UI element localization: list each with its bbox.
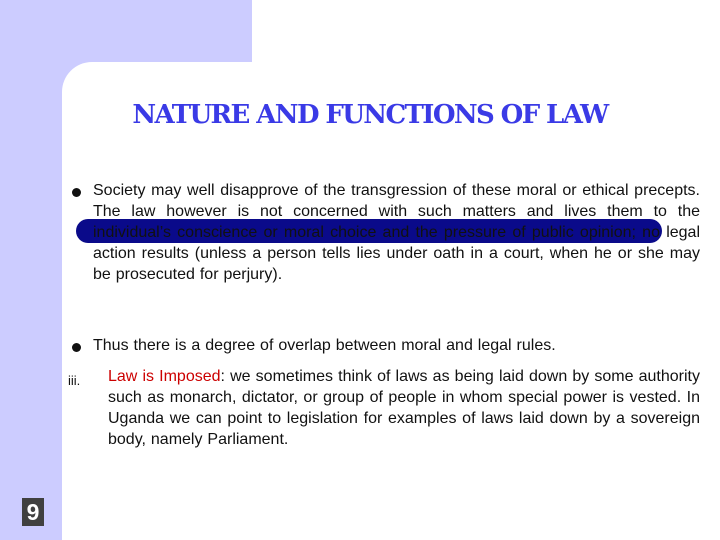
list-item-3-marker: iii. [68, 373, 81, 388]
page-title: NATURE AND FUNCTIONS OF LAW [132, 100, 608, 130]
bullet-icon [72, 343, 81, 352]
list-item-3-body: : we sometimes think of laws as being laid down by some authority such as monarch, dictator, or group of people in whom special power is vested. In Uganda we can point to legislation for examples of laws laid down by a sovereign body, namely Parliament. [108, 368, 700, 448]
list-item-3-emphasis: Law is Imposed [108, 368, 221, 385]
list-item-1-text: Society may well disapprove of the transgression of these moral or ethical precepts. The law however is not concerned with such matters and lives them to the individual’s conscience or moral choice and the pressure of public opinion; no legal action results (unless a person tells lies under oath in a court, when he or she may be prosecuted for perjury). [93, 182, 700, 283]
bullet-icon [72, 188, 81, 197]
list-item-2-text: Thus there is a degree of overlap between moral and legal rules. [93, 337, 556, 354]
page-number: 9 [22, 498, 44, 526]
list-item-3-text [108, 366, 700, 450]
